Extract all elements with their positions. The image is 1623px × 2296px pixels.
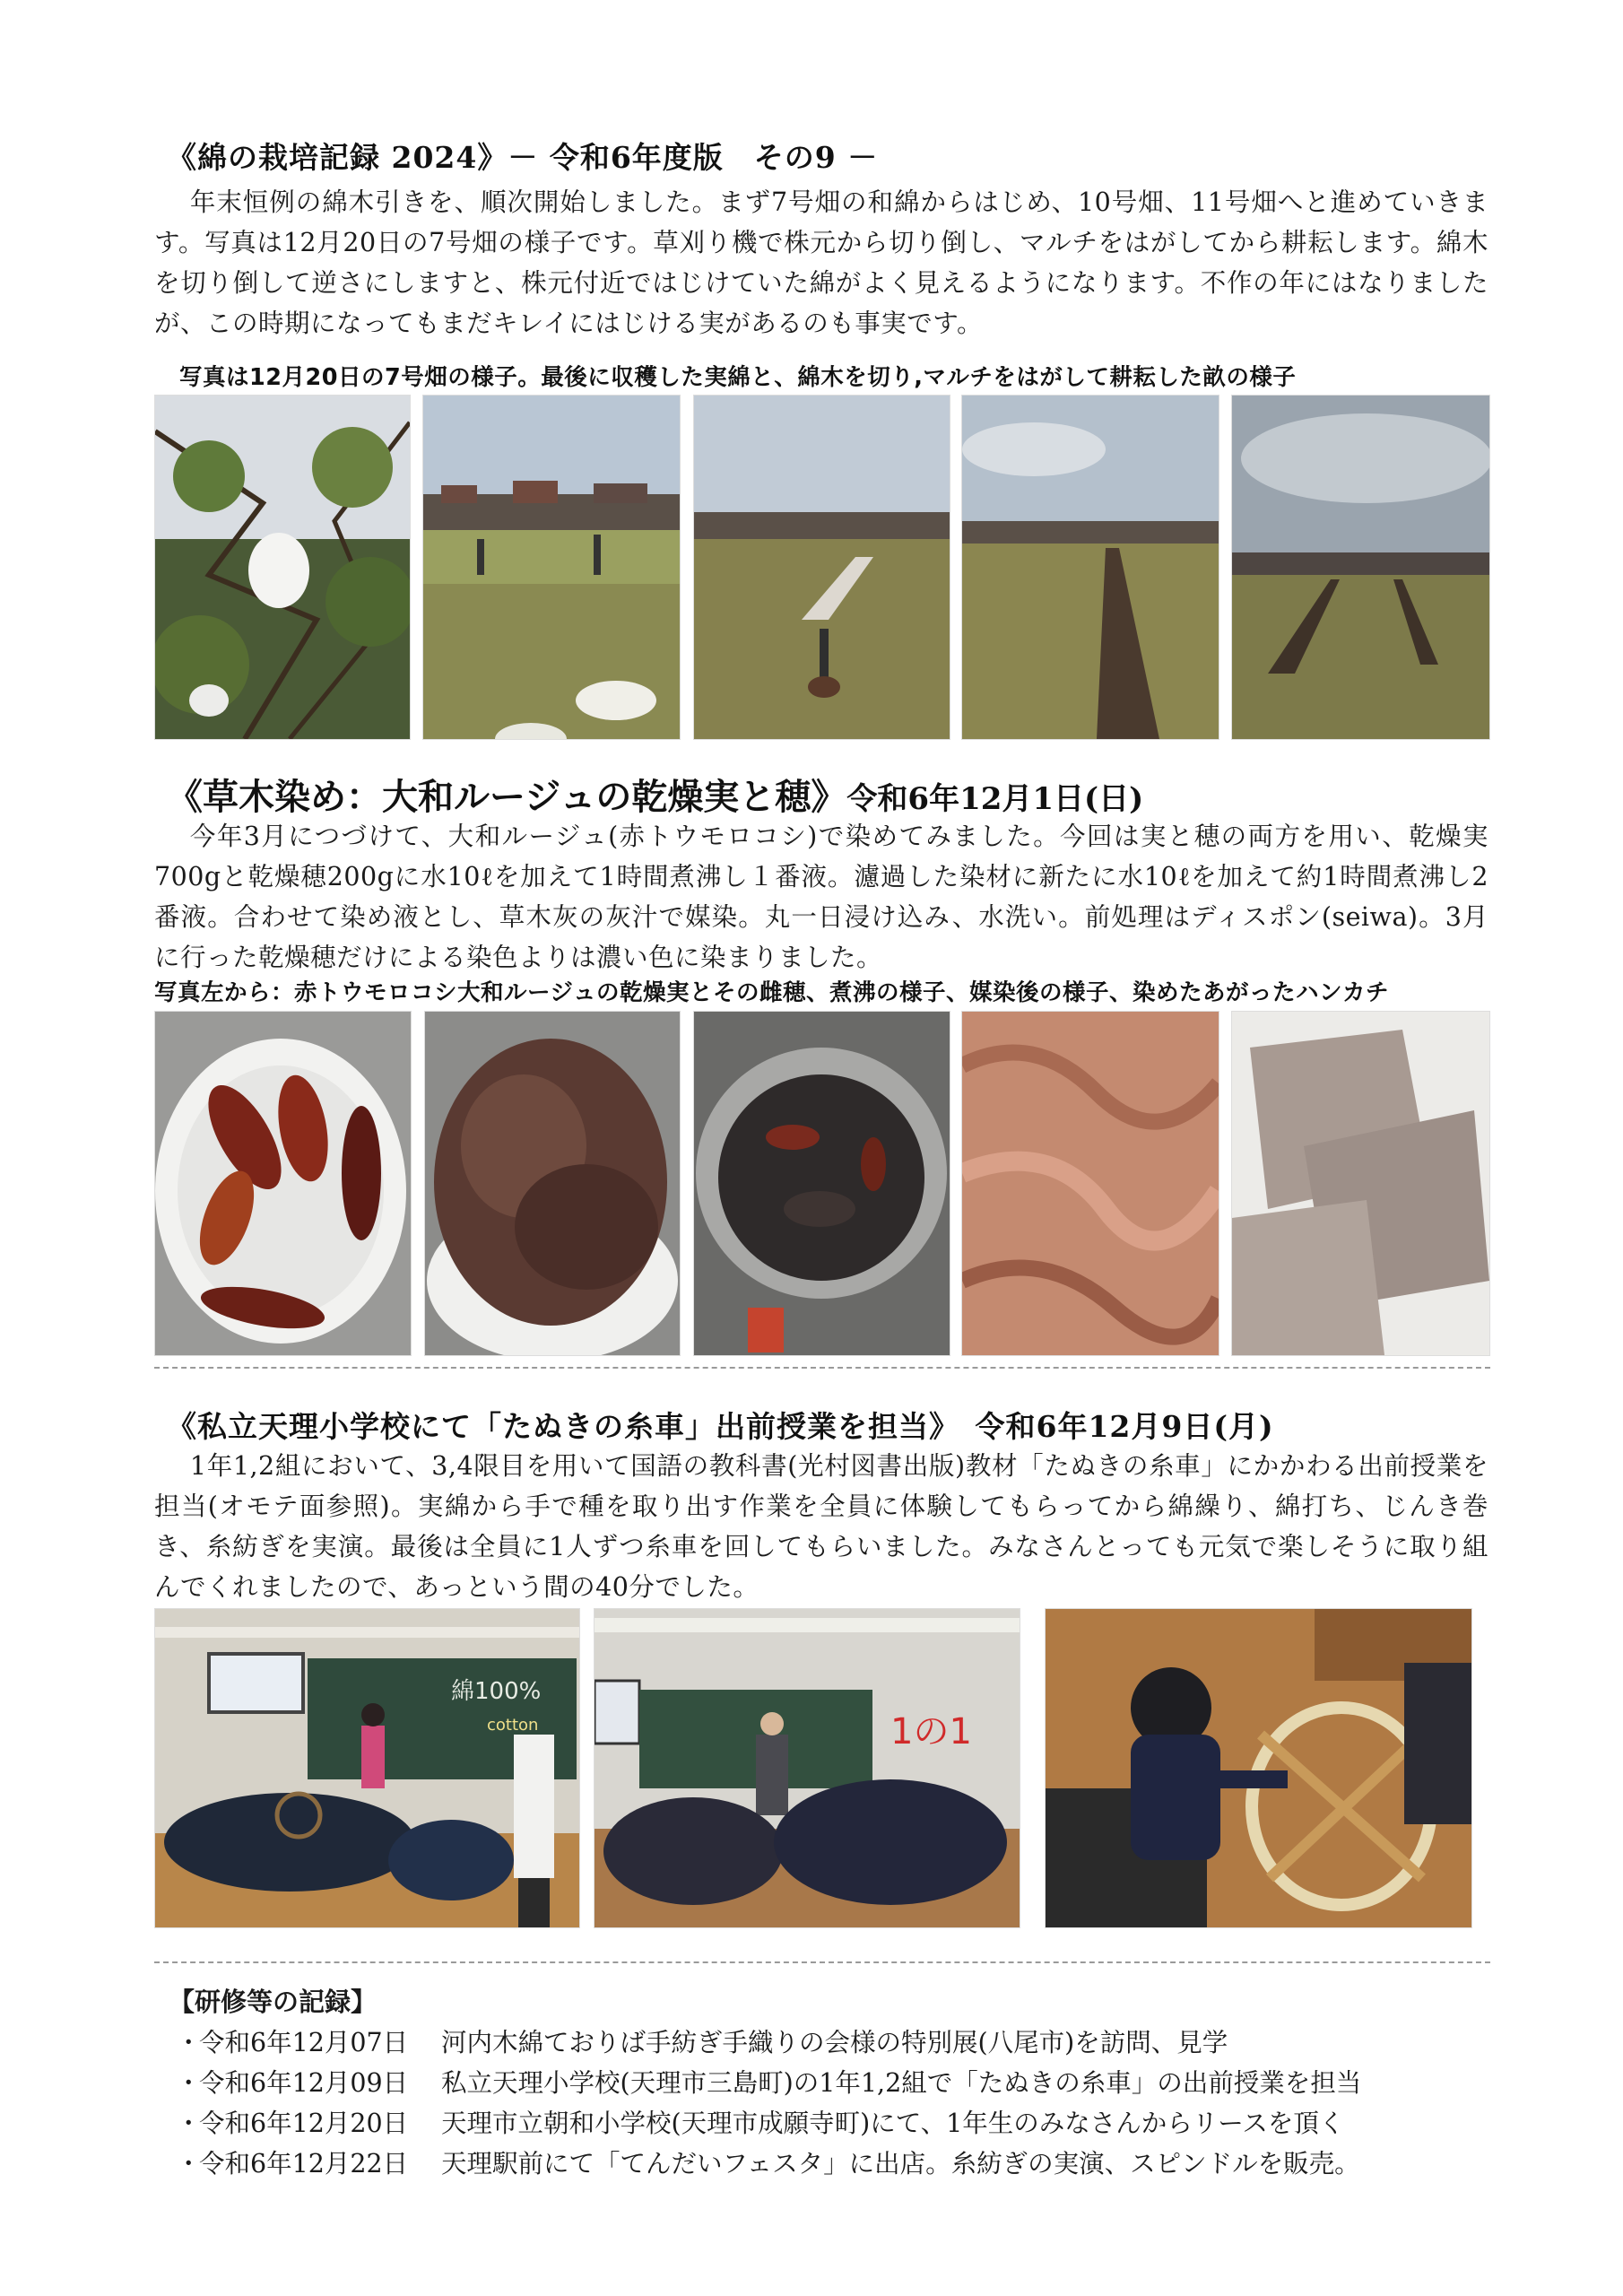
photo-field-7-c	[961, 395, 1219, 740]
section3-body: 1年1,2組において、3,4限目を用いて国語の教科書(光村図書出版)教材「たぬきの糸車」にかかわる出前授業を担当(オモテ面参照)。実綿から手で種を取り出す作業を全員に体験してもらってから綿繰り、綿打ち、じんき巻き、糸紡ぎを実演。最後は全員に1人ずつ糸車を回してもらいました。みなさんとっても元気で楽しそうに取り組んでくれましたので、あっという間の40分でした。	[154, 1451, 1488, 1602]
photo-dried-silk	[424, 1011, 681, 1356]
record-date: 令和6年12月22日	[199, 2149, 409, 2179]
record-item	[176, 2144, 1361, 2184]
record-text: 天理市立朝和小学校(天理市成願寺町)にて、1年生のみなさんからリースを頂く	[441, 2109, 1345, 2138]
records-list	[176, 2022, 1361, 2184]
record-text: 天理駅前にて「てんだいフェスタ」に出店。糸紡ぎの実演、スピンドルを販売。	[441, 2149, 1360, 2179]
record-date: 令和6年12月20日	[199, 2109, 409, 2138]
board-sign: 1の1	[890, 1711, 972, 1752]
section1-caption: 写真は12月20日の7号畑の様子。最後に収穫した実綿と、綿木を切り,マルチをはがして耕耘した畝の様子	[179, 364, 1297, 391]
record-text: 私立天理小学校(天理市三島町)の1年1,2組で「たぬきの糸車」の出前授業を担当	[441, 2068, 1362, 2098]
records-title: 【研修等の記録】	[169, 1987, 378, 2017]
separator-1	[154, 1367, 1490, 1369]
photo-red-corn	[154, 1011, 412, 1356]
section3-date: 令和6年12月9日(月)	[975, 1409, 1274, 1444]
record-item	[176, 2022, 1361, 2063]
section3-title: 《私立天理小学校にて「たぬきの糸車」出前授業を担当》	[167, 1409, 945, 1444]
photo-dyed-handkerchiefs	[1231, 1011, 1490, 1356]
chalkboard-cotton: cotton	[487, 1716, 539, 1735]
photo-boiling-pot	[693, 1011, 950, 1356]
separator-2	[154, 1961, 1490, 1963]
section1-title: 《綿の栽培記録 2024》－ 令和6年度版 その9 －	[167, 140, 879, 175]
section2-caption: 写真左から：赤トウモロコシ大和ルージュの乾燥実とその雌穂、煮沸の様子、媒染後の様子、染めたあがったハンカチ	[154, 979, 1389, 1006]
record-bullet: ・	[176, 2109, 202, 2138]
record-bullet: ・	[176, 2068, 202, 2098]
record-date: 令和6年12月09日	[199, 2068, 409, 2098]
chalkboard-text: 綿100%	[451, 1678, 542, 1705]
record-item	[176, 2063, 1361, 2103]
section2-title: 《草木染め：大和ルージュの乾燥実と穂》	[167, 776, 847, 818]
record-item	[176, 2103, 1361, 2144]
record-date: 令和6年12月07日	[199, 2028, 409, 2057]
photo-field-7-b	[693, 395, 950, 740]
photo-cotton-boll	[154, 395, 411, 740]
record-bullet: ・	[176, 2149, 202, 2179]
record-bullet: ・	[176, 2028, 202, 2057]
photo-spinning-wheel	[1045, 1608, 1472, 1928]
section3-title-row	[167, 1404, 1274, 1446]
photo-field-7-d	[1231, 395, 1490, 740]
section1-body: 年末恒例の綿木引きを、順次開始しました。まず7号畑の和綿からはじめ、10号畑、11号畑へと進めていきます。写真は12月20日の7号畑の様子です。草刈り機で株元から切り倒し、マルチをはがしてから耕耘します。綿木を切り倒して逆さにしますと、株元付近ではじけていた綿がよく見えるようになります。不作の年にはなりましたが、この時期になってもまだキレイにはじける実があるのも事実です。	[154, 187, 1488, 338]
photo-classroom-students	[594, 1608, 1020, 1928]
section2-title-row	[167, 769, 1143, 820]
photo-mordanted-cloth	[961, 1011, 1219, 1356]
record-text: 河内木綿ておりば手紡ぎ手織りの会様の特別展(八尾市)を訪問、見学	[441, 2028, 1228, 2057]
photo-field-7-a	[422, 395, 681, 740]
photo-classroom-demo	[154, 1608, 580, 1928]
section2-body: 今年3月につづけて、大和ルージュ(赤トウモロコシ)で染めてみました。今回は実と穂の両方を用い、乾燥実700gと乾燥穂200gに水10ℓを加えて1時間煮沸し１番液。濾過した染材に新たに水10ℓを加えて約1時間煮沸し2番液。合わせて染め液とし、草木灰の灰汁で媒染。丸一日浸け込み、水洗い。前処理はディスポン(seiwa)。3月に行った乾燥穂だけによる染色よりは濃い色に染まりました。	[154, 822, 1488, 972]
section2-date: 令和6年12月1日(日)	[846, 781, 1144, 817]
